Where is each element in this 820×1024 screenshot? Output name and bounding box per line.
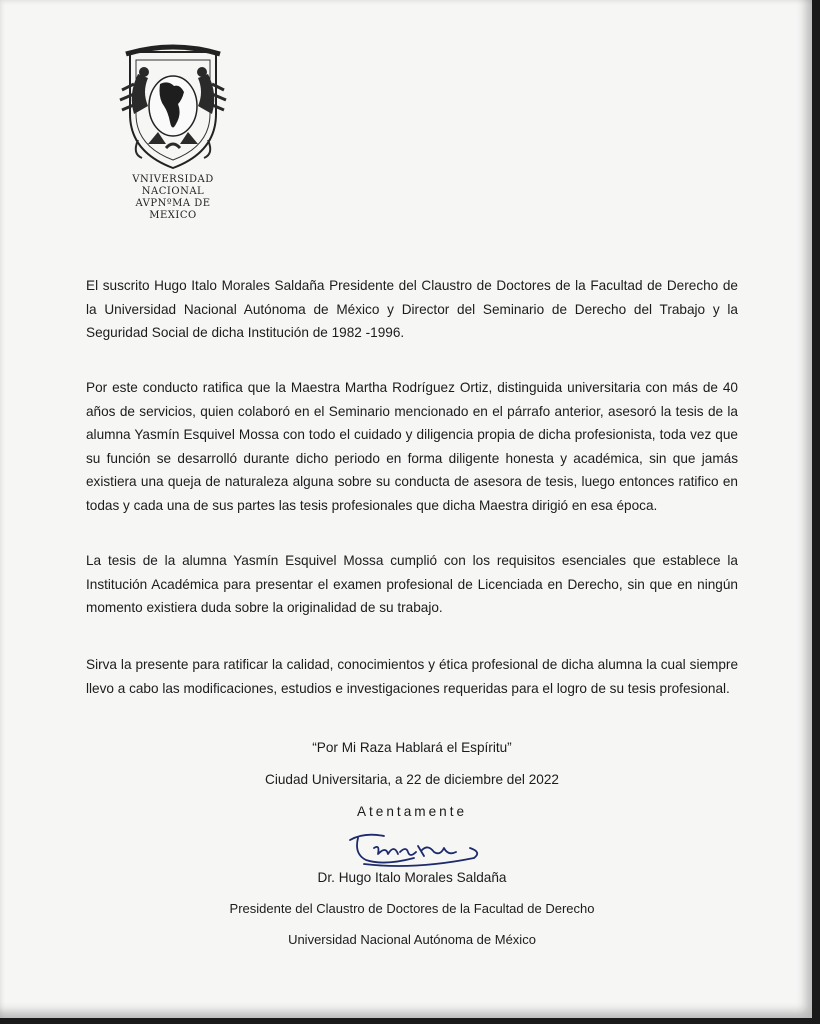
paragraph-thesis-requirements: La tesis de la alumna Yasmín Esquivel Mossa cumplió con los requisitos esenciales que establece la Institución Académica para presentar el examen profesional de Licenciada en Derecho, sin que en ningún momento existiera duda sobre la originalidad de su trabajo. (86, 553, 738, 615)
signer-name: Dr. Hugo Italo Morales Saldaña (317, 870, 507, 885)
paragraph-ratification: Por este conducto ratifica que la Maestra Martha Rodríguez Ortiz, distinguida universitaria con más de 40 años de servicios, quien colaboró en el Seminario mencionado en el párrafo anterior, asesoró la tesis de la alumna Yasmín Esquivel Mossa con todo el cuidado y diligencia propia de dicha profesionista, toda vez que su función se desarrolló durante dicho periodo en forma diligente honesta y académica, sin que jamás existiera una queja de naturaleza alguna sobre su conducta de asesora de tesis, luego entonces ratifico en todas y cada una de sus partes las tesis profesionales que dicha Maestra dirigió en esa época. (86, 380, 738, 513)
logo-caption-line-2: AVPNºMA DE (135, 198, 211, 209)
place-and-date: Ciudad Universitaria, a 22 de diciembre del 2022 (265, 772, 559, 787)
paragraph-conclusion: Sirva la presente para ratificar la calidad, conocimientos y ética profesional de dicha alumna la cual siempre llevo a cabo las modificaciones, estudios e investigaciones requeridas para el logro de su tesis profesional. (86, 657, 738, 696)
university-motto: “Por Mi Raza Hablará el Espíritu” (312, 740, 512, 755)
signer-institution: Universidad Nacional Autónoma de México (288, 932, 536, 947)
logo-caption-line-3: MEXICO (149, 210, 197, 221)
unam-logo-caption (108, 174, 238, 222)
unam-shield-icon (108, 44, 238, 172)
logo-caption-line-1: VNIVERSIDAD NACIONAL (132, 174, 214, 197)
signer-position: Presidente del Claustro de Doctores de la Facultad de Derecho (229, 901, 595, 916)
paragraph-introduction: El suscrito Hugo Italo Morales Saldaña Presidente del Claustro de Doctores de la Facultad de Derecho de la Universidad Nacional Autónoma de México y Director del Seminario de Derecho del Trabajo y la Seguridad Social de dicha Institución de 1982 -1996. (86, 278, 738, 340)
unam-logo (108, 44, 238, 219)
handwritten-signature-icon (344, 826, 484, 872)
closing-salutation: Atentamente (356, 804, 468, 819)
